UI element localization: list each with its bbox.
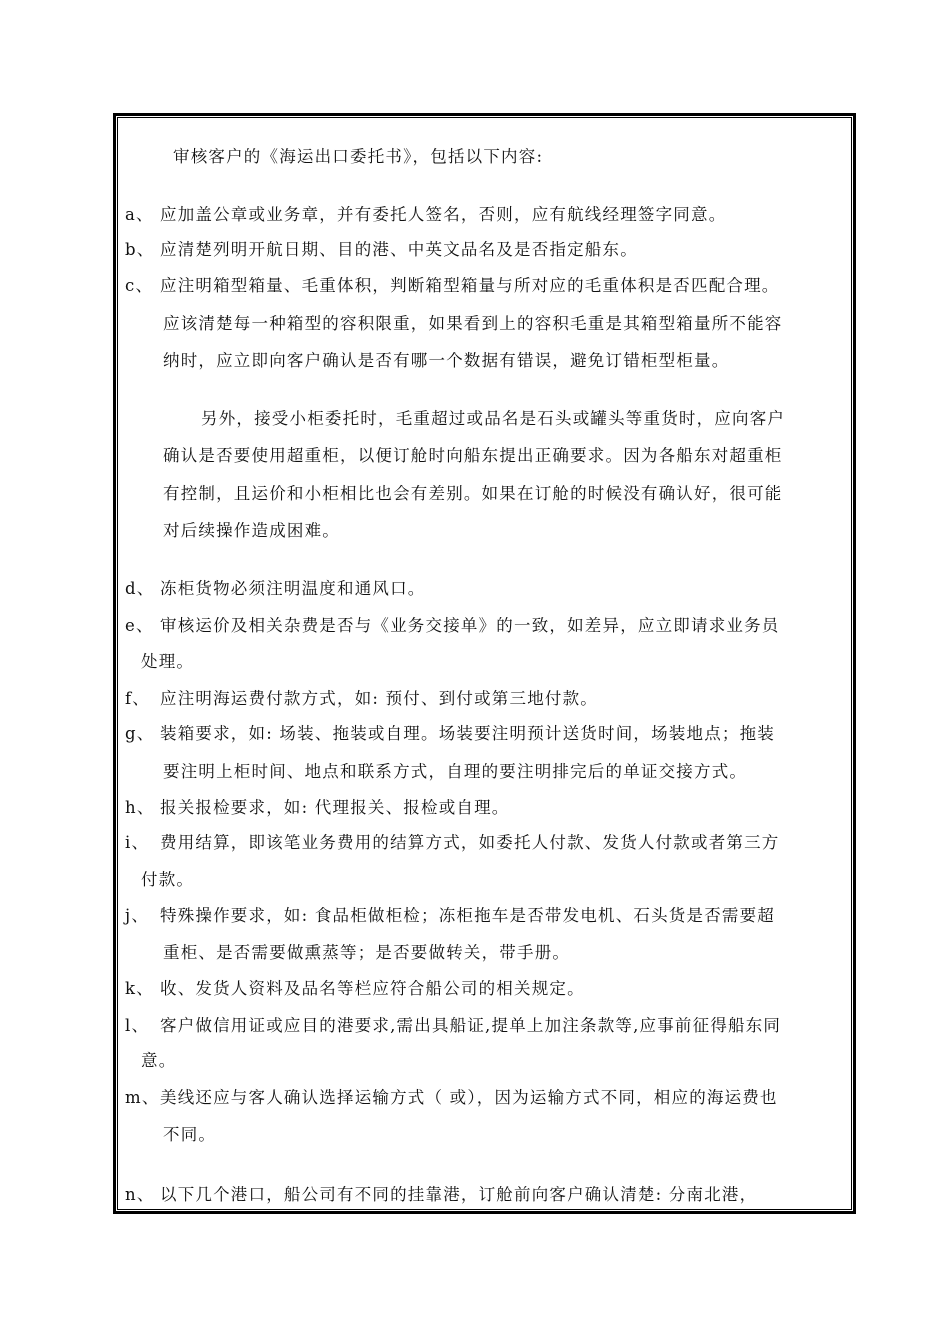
- item-marker-d: d、: [125, 579, 155, 598]
- intro-text: 审核客户的《海运出口委托书》，包括以下内容:: [173, 147, 544, 166]
- item-d-line-1: 冻柜货物必须注明温度和通风口。: [160, 579, 426, 598]
- item-marker-l: l、: [125, 1016, 150, 1035]
- item-h-line-1: 报关报检要求，如: 代理报关、报检或自理。: [160, 798, 510, 817]
- item-g-line-1: 装箱要求，如: 场装、拖装或自理。场装要注明预计送货时间，场装地点；拖装: [160, 724, 776, 743]
- item-marker-a: a、: [125, 205, 154, 224]
- item-m-line-1: 美线还应与客人确认选择运输方式（ 或），因为运输方式不同，相应的海运费也: [160, 1088, 778, 1107]
- note-line-2: 确认是否要使用超重柜，以便订舱时向船东提出正确要求。因为各船东对超重柜: [163, 446, 783, 465]
- item-m-line-2: 不同。: [163, 1125, 217, 1144]
- item-marker-h: h、: [125, 798, 155, 817]
- note-line-1: 另外，接受小柜委托时，毛重超过或品名是石头或罐头等重货时，应向客户: [201, 409, 786, 428]
- item-j-line-2: 重柜、是否需要做熏蒸等；是否要做转关，带手册。: [163, 943, 571, 962]
- item-marker-g: g、: [125, 724, 155, 743]
- item-marker-b: b、: [125, 240, 155, 259]
- item-e-line-2: 处理。: [141, 652, 195, 671]
- item-marker-c: c、: [125, 276, 154, 295]
- item-marker-k: k、: [125, 979, 154, 998]
- item-c-line-1: 应注明箱型箱量、毛重体积，判断箱型箱量与所对应的毛重体积是否匹配合理。: [160, 276, 780, 295]
- item-l-line-1: 客户做信用证或应目的港要求,需出具船证,提单上加注条款等,应事前征得船东同: [160, 1016, 782, 1035]
- item-b-line-1: 应清楚列明开航日期、目的港、中英文品名及是否指定船东。: [160, 240, 638, 259]
- note-line-3: 有控制，且运价和小柜相比也会有差别。如果在订舱的时候没有确认好，很可能: [163, 484, 783, 503]
- item-marker-e: e、: [125, 616, 154, 635]
- item-marker-i: i、: [125, 833, 150, 852]
- item-j-line-1: 特殊操作要求，如: 食品柜做柜检；冻柜拖车是否带发电机、石头货是否需要超: [160, 906, 776, 925]
- note-line-4: 对后续操作造成困难。: [163, 521, 340, 540]
- item-i-line-1: 费用结算，即该笔业务费用的结算方式，如委托人付款、发货人付款或者第三方: [160, 833, 780, 852]
- item-marker-j: j、: [125, 906, 150, 925]
- item-l-line-2: 意。: [141, 1051, 177, 1070]
- item-n-line-1: 以下几个港口，船公司有不同的挂靠港，订舱前向客户确认清楚: 分南北港，: [160, 1185, 758, 1204]
- item-k-line-1: 收、发货人资料及品名等栏应符合船公司的相关规定。: [160, 979, 585, 998]
- item-i-line-2: 付款。: [141, 870, 195, 889]
- item-marker-f: f、: [125, 689, 151, 708]
- item-a-line-1: 应加盖公章或业务章，并有委托人签名，否则，应有航线经理签字同意。: [160, 205, 727, 224]
- item-f-line-1: 应注明海运费付款方式，如: 预付、到付或第三地付款。: [160, 689, 599, 708]
- item-marker-m: m、: [125, 1088, 160, 1107]
- item-marker-n: n、: [125, 1185, 155, 1204]
- item-c-line-2: 应该清楚每一种箱型的容积限重，如果看到上的容积毛重是其箱型箱量所不能容: [163, 314, 783, 333]
- item-e-line-1: 审核运价及相关杂费是否与《业务交接单》的一致，如差异，应立即请求业务员: [160, 616, 780, 635]
- item-c-line-3: 纳时，应立即向客户确认是否有哪一个数据有错误，避免订错柜型柜量。: [163, 351, 730, 370]
- item-g-line-2: 要注明上柜时间、地点和联系方式，自理的要注明排完后的单证交接方式。: [163, 762, 748, 781]
